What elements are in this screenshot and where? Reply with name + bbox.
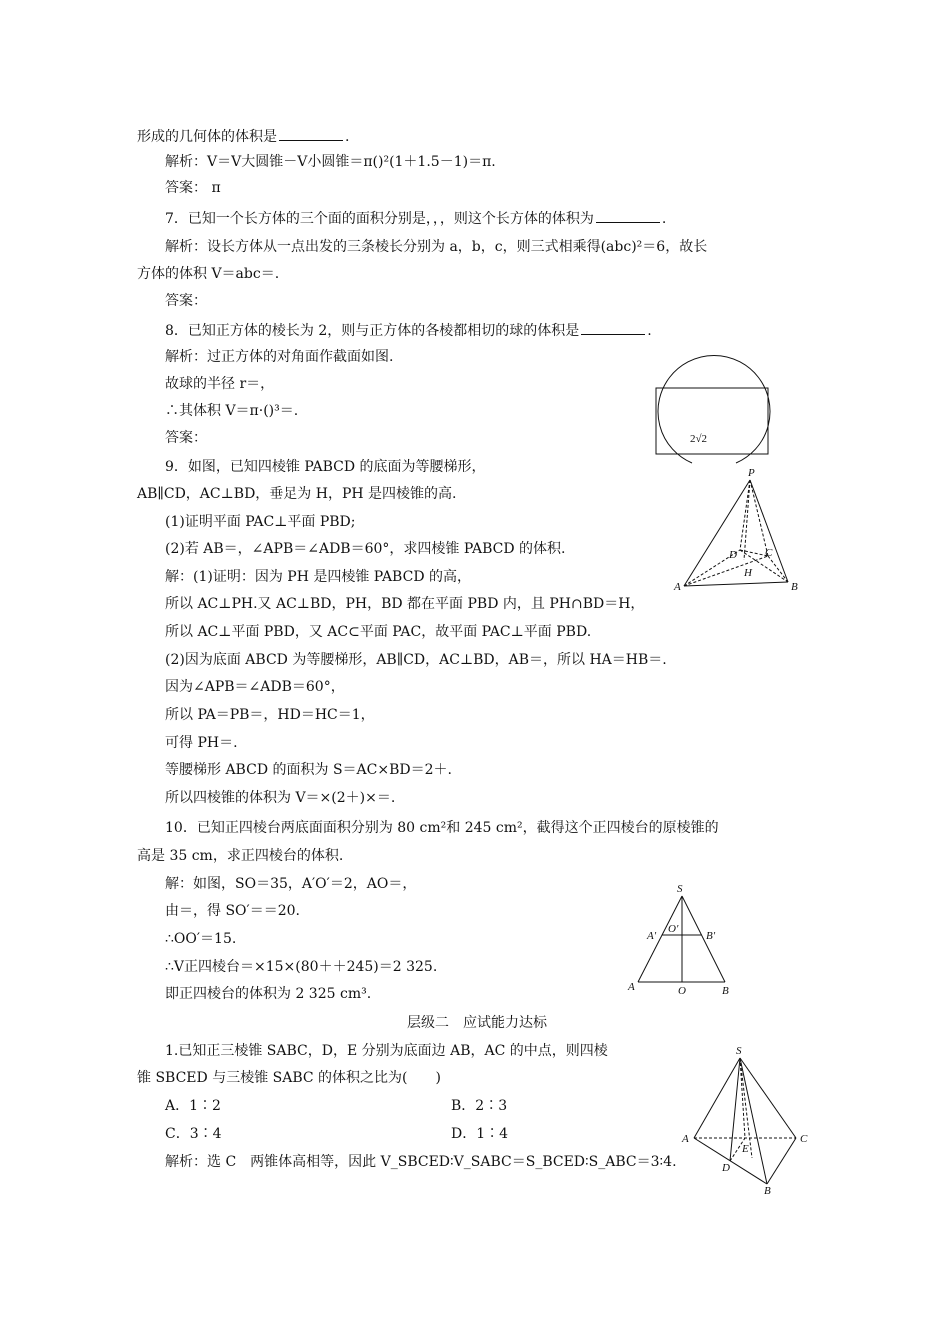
option-b: B．2∶3: [451, 1098, 508, 1114]
p7-analysis-1: 解析：设长方体从一点出发的三条棱长分别为 a，b，c，则三式相乘得(abc)²＝6，故长: [165, 239, 708, 255]
p9-question-4: (2)若 AB＝，∠APB＝∠ADB＝60°，求四棱锥 PABCD 的体积.: [165, 541, 566, 557]
p8-analysis: 解析：过正方体的对角面作截面如图.: [165, 349, 394, 365]
p9-solution-5: 因为∠APB＝∠ADB＝60°，: [165, 679, 345, 695]
p10-solution-1: 解：如图，SO＝35，A′O′＝2，AO＝，: [165, 876, 417, 892]
label-B: B: [791, 581, 798, 593]
label-B: B: [722, 985, 729, 997]
label-C: C: [800, 1133, 808, 1145]
p10-solution-2: 由＝，得 SO′＝＝20.: [165, 903, 300, 919]
answer-blank: [581, 320, 645, 335]
p7-analysis-2: 方体的体积 V＝abc＝.: [137, 266, 280, 282]
option-d: D．1∶4: [451, 1126, 509, 1142]
label-B-prime: B′: [706, 930, 716, 942]
p6-tail: [137, 126, 349, 147]
p7-question-text: 7．已知一个长方体的三个面的面积分别是，，，则这个长方体的体积为: [165, 211, 594, 227]
p9-solution-4: (2)因为底面 ABCD 为等腰梯形，AB∥CD，AC⊥BD，AB＝，所以 HA＝HB＝.: [165, 652, 667, 668]
p8-question-text: 8．已知正方体的棱长为 2，则与正方体的各棱都相切的球的体积是: [165, 323, 580, 339]
p8-question: [165, 320, 652, 341]
p9-solution-2: 所以 AC⊥PH.又 AC⊥BD，PH，BD 都在平面 PBD 内，且 PH∩BD＝H，: [165, 596, 645, 612]
label-B: B: [764, 1185, 771, 1197]
p8-volume: ∴其体积 V＝π·()³＝.: [165, 403, 299, 419]
p7-answer: 答案：: [165, 293, 207, 309]
label-A: A: [628, 981, 635, 993]
l2-analysis-text: 解析：选 C 两锥体高相等，因此 V_SBCED∶V_SABC＝S_BCED∶S_ABC＝3∶4.: [165, 1154, 677, 1170]
label-O: O: [678, 985, 686, 997]
pyramid-pabcd-figure: [674, 466, 810, 598]
section-rectangle: [656, 388, 768, 454]
section-circle: [658, 356, 770, 463]
label-A: A: [682, 1133, 689, 1145]
l2-q1-line-1: 1.已知正三棱锥 SABC，D，E 分别为底面边 AB，AC 的中点，则四棱: [165, 1043, 608, 1059]
label-S: S: [677, 883, 683, 895]
option-a: A．1∶2: [165, 1098, 221, 1114]
label-D: D: [722, 1162, 730, 1174]
label-O-prime: O′: [668, 923, 679, 935]
p9-solution-6: 所以 PA＝PB＝，HD＝HC＝1，: [165, 707, 375, 723]
answer-blank: [596, 208, 660, 223]
pyramid-sabc-figure: [680, 1046, 810, 1196]
p9-solution-1: 解：(1)证明：因为 PH 是四棱锥 PABCD 的高，: [165, 569, 471, 585]
p9-question-3: (1)证明平面 PAC⊥平面 PBD;: [165, 514, 356, 530]
p6-tail-text: 形成的几何体的体积是: [137, 129, 277, 145]
option-c: C．3∶4: [165, 1126, 222, 1142]
label-D: D: [729, 549, 737, 561]
p9-question-2: AB∥CD，AC⊥BD，垂足为 H，PH 是四棱锥的高.: [137, 486, 457, 502]
p7-question-end: .: [661, 211, 667, 227]
l2-q1-line-2: 锥 SBCED 与三棱锥 SABC 的体积之比为( ): [137, 1070, 441, 1086]
p8-question-end: .: [647, 323, 652, 339]
label-A: A: [674, 581, 681, 593]
label-H: H: [744, 567, 752, 579]
p8-answer: 答案：: [165, 430, 207, 446]
p6-tail-end: .: [345, 129, 350, 145]
p6-answer: 答案： π: [165, 180, 221, 196]
p9-solution-9: 所以四棱锥的体积为 V＝×(2＋)×＝.: [165, 790, 396, 806]
answer-blank: [279, 126, 343, 141]
label-P: P: [748, 467, 755, 479]
p10-solution-3: ∴OO′＝15.: [165, 931, 237, 947]
p9-solution-8: 等腰梯形 ABCD 的面积为 S＝AC×BD＝2＋.: [165, 762, 452, 778]
l2-q1-analysis: [165, 1152, 677, 1172]
p9-solution-7: 可得 PH＝.: [165, 735, 238, 751]
p9-question-1: 9．如图，已知四棱锥 PABCD 的底面为等腰梯形，: [165, 459, 486, 475]
p10-solution-5: 即正四棱台的体积为 2 325 cm³.: [165, 986, 372, 1002]
p10-question-1: 10．已知正四棱台两底面面积分别为 80 cm²和 245 cm²，截得这个正四棱台的原棱锥的: [165, 820, 719, 836]
label-A-prime: A′: [647, 930, 657, 942]
label-S: S: [736, 1045, 742, 1057]
fig-label-2sqrt2: 2√2: [690, 433, 708, 445]
label-C: C: [765, 547, 773, 559]
p6-analysis: 解析：V＝V大圆锥－V小圆锥＝π()²(1＋1.5－1)＝π.: [165, 154, 496, 170]
p10-question-2: 高是 35 cm，求正四棱台的体积.: [137, 848, 344, 864]
p7-question: [165, 208, 666, 229]
p8-radius: 故球的半径 r＝，: [165, 376, 275, 392]
p10-solution-4: ∴V正四棱台＝×15×(80＋＋245)＝2 325.: [165, 959, 438, 975]
frustum-figure: [628, 884, 738, 996]
label-E: E: [742, 1143, 749, 1155]
section-title: 层级二 应试能力达标: [407, 1015, 547, 1031]
p9-solution-3: 所以 AC⊥平面 PBD，又 AC⊂平面 PAC，故平面 PAC⊥平面 PBD.: [165, 624, 592, 640]
sphere-section-figure: [650, 368, 775, 468]
